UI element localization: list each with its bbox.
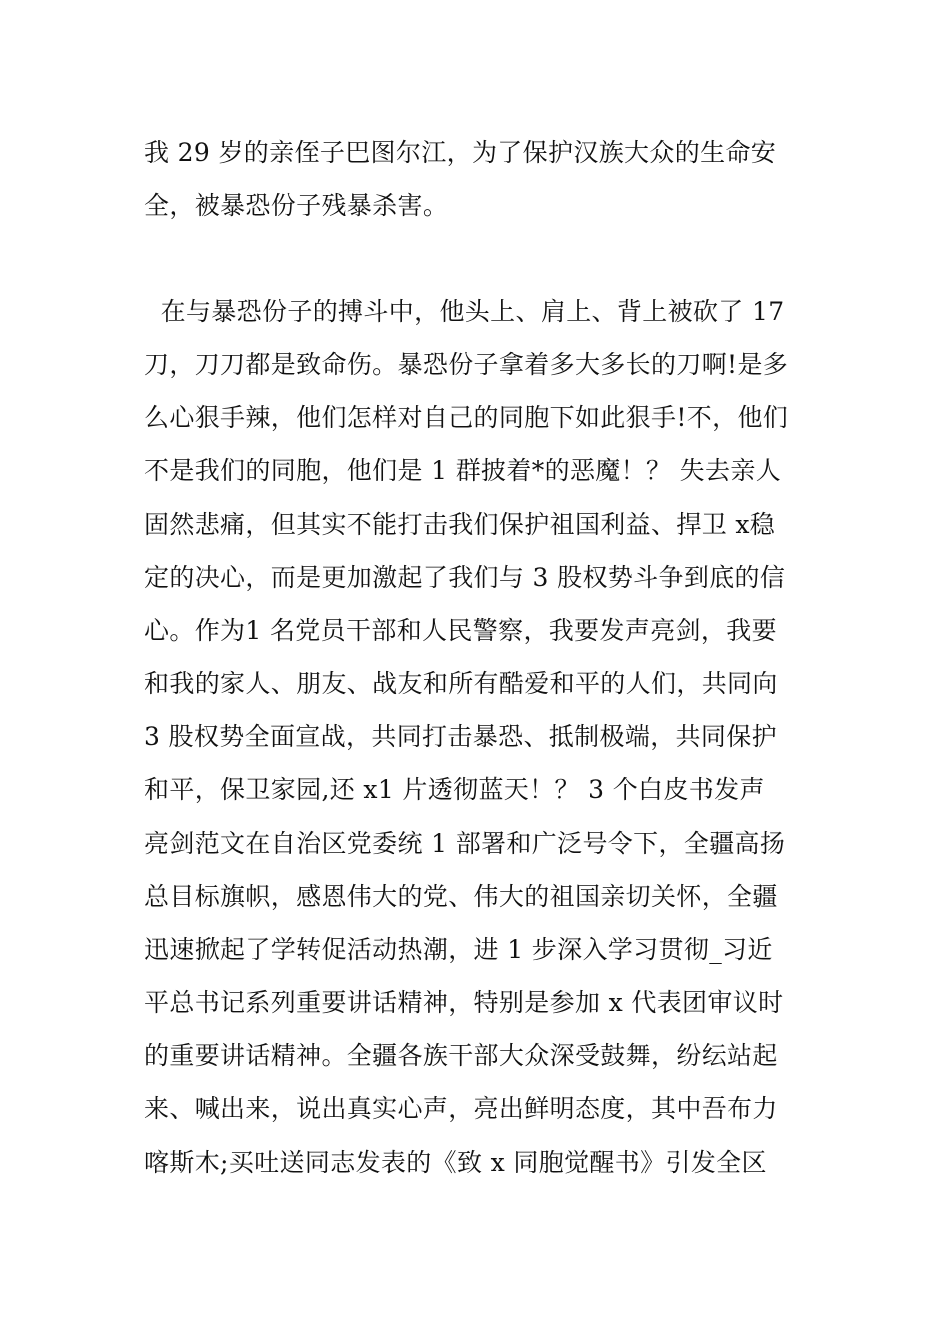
text-line: 平总书记系列重要讲话精神，特别是参加 x 代表团审议时 (144, 988, 784, 1017)
text-line: 和我的家人、朋友、战友和所有酷爱和平的人们，共同向 (144, 669, 778, 698)
text-line: 3 股权势全面宣战，共同打击暴恐、抵制极端，共同保护 (144, 722, 777, 751)
text-line: 不是我们的同胞，他们是 1 群披着*的恶魔！？ 失去亲人 (144, 456, 782, 485)
text-line: 喀斯木;买吐送同志发表的《致 x 同胞觉醒书》引发全区 (144, 1148, 767, 1177)
text-line: 来、喊出来，说出真实心声，亮出鲜明态度，其中吾布力 (144, 1094, 778, 1123)
text-line: 固然悲痛，但其实不能打击我们保护祖国利益、捍卫 x稳 (144, 510, 776, 539)
text-line: 全，被暴恐份子残暴杀害。 (144, 191, 449, 220)
text-line: 总目标旗帜，感恩伟大的党、伟大的祖国亲切关怀，全疆 (144, 882, 778, 911)
text-line: 在与暴恐份子的搏斗中，他头上、肩上、背上被砍了 17 (144, 297, 785, 326)
text-line: 定的决心，而是更加激起了我们与 3 股权势斗争到底的信 (144, 563, 786, 592)
text-line: 刀，刀刀都是致命伤。暴恐份子拿着多大多长的刀啊!是多 (144, 350, 789, 379)
text-line: 的重要讲话精神。全疆各族干部大众深受鼓舞，纷纭站起 (144, 1041, 778, 1070)
text-line: 么心狠手辣，他们怎样对自己的同胞下如此狠手!不，他们 (144, 403, 789, 432)
text-line: 心。作为1 名党员干部和人民警察，我要发声亮剑，我要 (144, 616, 777, 645)
text-line: 和平，保卫家园,还 x1 片透彻蓝天！？ 3 个白皮书发声 (144, 775, 765, 804)
text-line: 亮剑范文在自治区党委统 1 部署和广泛号令下，全疆高扬 (144, 829, 786, 858)
text-line: 我 29 岁的亲侄子巴图尔江，为了保护汉族大众的生命安 (144, 138, 777, 167)
text-line: 迅速掀起了学转促活动热潮，进 1 步深入学习贯彻_习近 (144, 935, 773, 964)
